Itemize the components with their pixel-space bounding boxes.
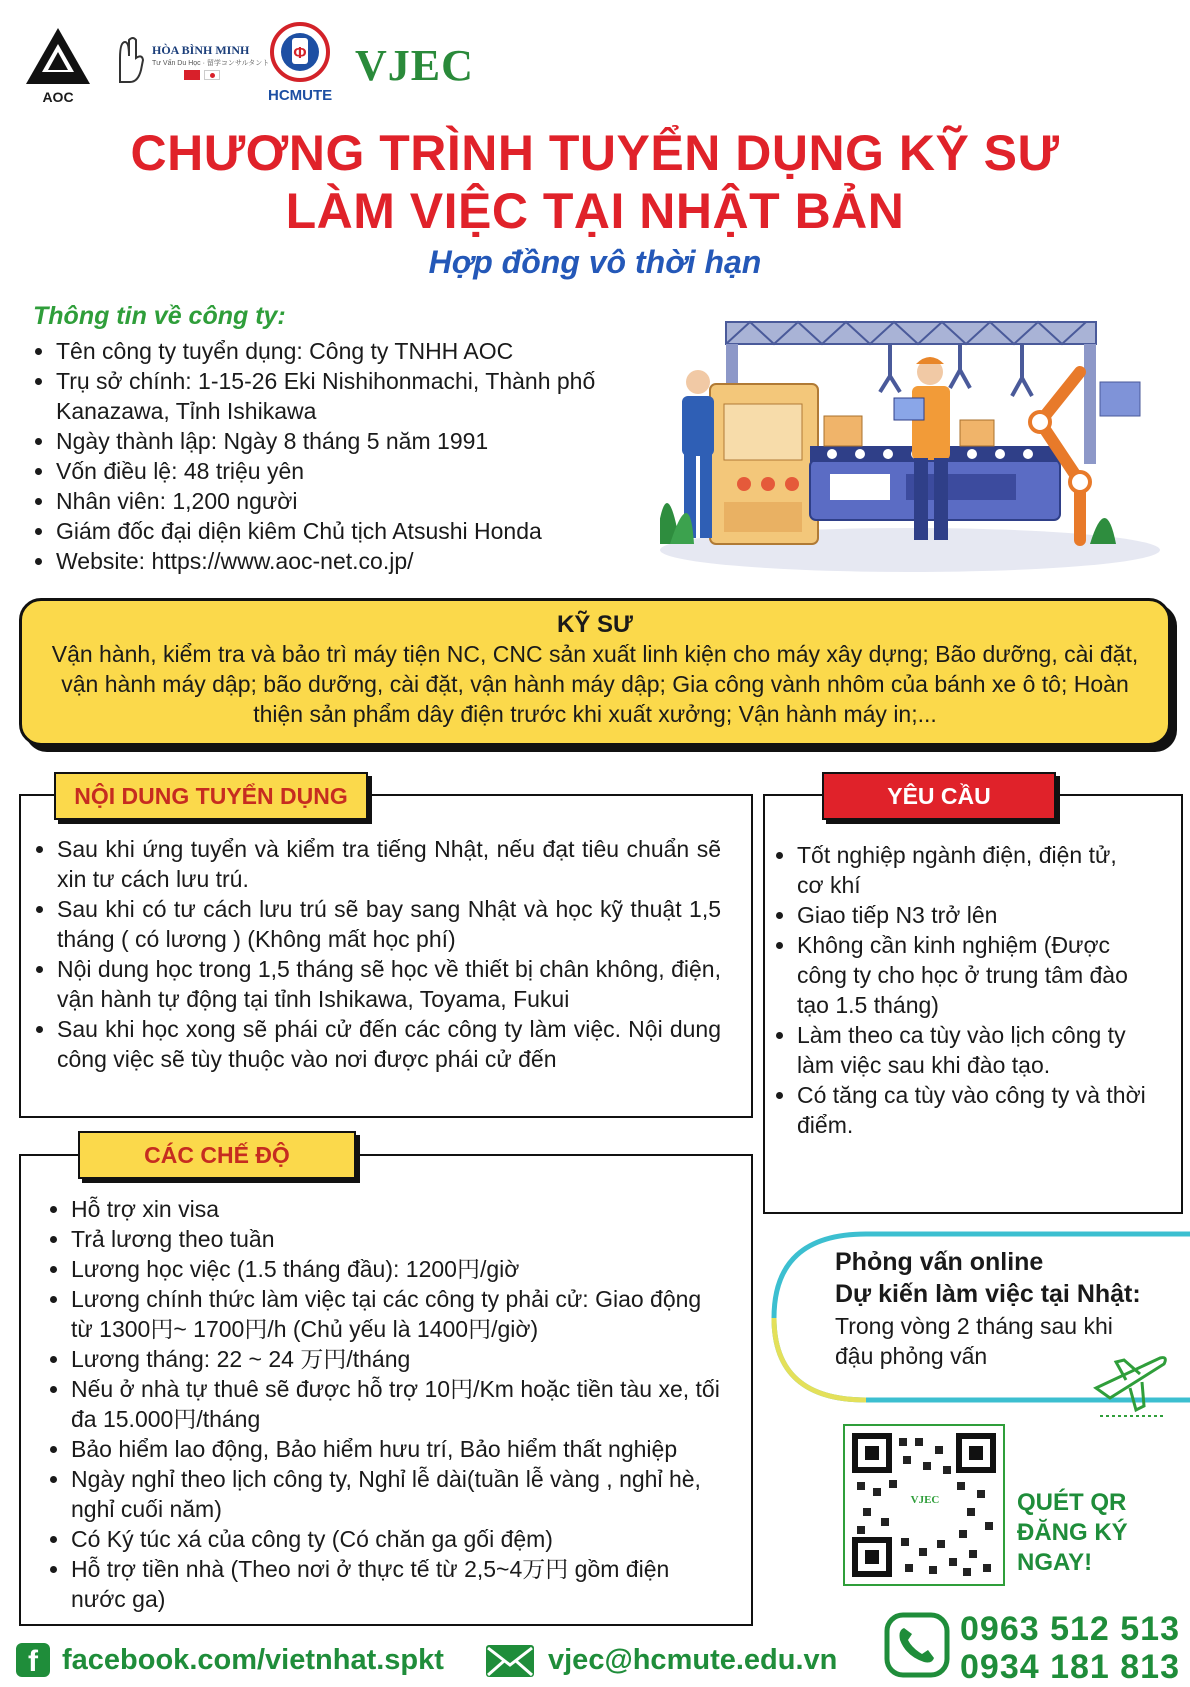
list-item: • Giám đốc đại diện kiêm Chủ tịch Atsushi Honda [56, 516, 656, 546]
vietnam-flag-icon [184, 70, 200, 80]
svg-text:Φ: Φ [293, 45, 307, 62]
japan-flag-icon [204, 70, 220, 80]
interview-start-heading: Dự kiến làm việc tại Nhật: [835, 1280, 1141, 1308]
list-item: • Ngày nghỉ theo lịch công ty, Nghỉ lễ dài(tuần lễ vàng , nghỉ hè, nghỉ cuối năm) [71, 1464, 721, 1524]
list-item: • Giao tiếp N3 trở lên [797, 900, 1147, 930]
page-title-line1: CHƯƠNG TRÌNH TUYỂN DỤNG KỸ SƯ [130, 125, 1060, 181]
benefits-panel [19, 1154, 753, 1626]
company-info-list [30, 336, 656, 576]
recruitment-panel [19, 794, 753, 1118]
list-item: • Tốt nghiệp ngành điện, điện tử, cơ khí [797, 840, 1147, 900]
hand-icon [112, 36, 146, 84]
list-item: • Sau khi có tư cách lưu trú sẽ bay sang Nhật và học kỹ thuật 1,5 tháng ( có lương ) (Không mất học phí) [57, 894, 721, 954]
facebook-link[interactable]: facebook.com/vietnhat.spkt [62, 1644, 444, 1676]
hcmute-text: HCMUTE [268, 87, 333, 104]
factory-illustration [660, 312, 1170, 574]
list-item: • Nếu ở nhà tự thuê sẽ được hỗ trợ 10円/Km hoặc tiền tàu xe, tối đa 15.000円/tháng [71, 1374, 721, 1434]
list-item: • Tên công ty tuyển dụng: Công ty TNHH AOC [56, 336, 656, 366]
list-item: • Có Ký túc xá của công ty (Có chăn ga gối đệm) [71, 1524, 721, 1554]
engineer-box [19, 598, 1171, 746]
list-item: • Hỗ trợ tiền nhà (Theo nơi ở thực tế từ 2,5~4万円 gồm điện nước ga) [71, 1554, 721, 1614]
list-item: • Lương chính thức làm việc tại các công ty phải cử: Giao động từ 1300円~ 1700円/h (Chủ yếu là 1400円/giờ) [71, 1284, 721, 1344]
list-item: • Trả lương theo tuần [71, 1224, 721, 1254]
requirements-panel [763, 794, 1183, 1214]
list-item: • Làm theo ca tùy vào lịch công ty làm việc sau khi đào tạo. [797, 1020, 1147, 1080]
qr-cta-line2: ĐĂNG KÝ [1017, 1519, 1128, 1546]
list-item: • Không cần kinh nghiệm (Được công ty cho học ở trung tâm đào tạo 1.5 tháng) [797, 930, 1147, 1020]
engineer-title: KỸ SƯ [557, 611, 633, 638]
list-item: • Sau khi ứng tuyển và kiểm tra tiếng Nhật, nếu đạt tiêu chuẩn sẽ xin tư cách lưu trú. [57, 834, 721, 894]
interview-start-detail: Trong vòng 2 tháng sau khi đậu phỏng vấn [835, 1313, 1113, 1369]
list-item: • Có tăng ca tùy vào công ty và thời điểm. [797, 1080, 1147, 1140]
list-item: • Trụ sở chính: 1-15-26 Eki Nishihonmachi, Thành phố Kanazawa, Tỉnh Ishikawa [56, 366, 656, 426]
recruitment-label: NỘI DUNG TUYỂN DỤNG [54, 772, 368, 820]
list-item: • Sau khi học xong sẽ phái cử đến các công ty làm việc. Nội dung công việc sẽ tùy thuộc vào nơi được phái cử đến [57, 1014, 721, 1074]
list-item: • Ngày thành lập: Ngày 8 tháng 5 năm 1991 [56, 426, 656, 456]
list-item: • Lương học việc (1.5 tháng đầu): 1200円/giờ [71, 1254, 721, 1284]
hoa-binh-minh-logo [112, 36, 270, 86]
hcmute-emblem-icon [268, 22, 332, 84]
company-info-heading: Thông tin về công ty: [33, 302, 286, 330]
requirements-list [765, 840, 1147, 1140]
phone-icon [884, 1612, 950, 1678]
airplane-icon [1090, 1348, 1170, 1420]
facebook-icon: f [16, 1643, 50, 1677]
list-item: • Bảo hiểm lao động, Bảo hiểm hưu trí, Bảo hiểm thất nghiệp [71, 1434, 721, 1464]
qr-cta-line1: QUÉT QR [1017, 1489, 1127, 1516]
page-title-line2: LÀM VIỆC TẠI NHẬT BẢN [285, 183, 905, 239]
list-item: • Website: https://www.aoc-net.co.jp/ [56, 546, 656, 576]
list-item: • Vốn điều lệ: 48 triệu yên [56, 456, 656, 486]
hbm-title: HÒA BÌNH MINH [152, 43, 250, 57]
interview-online: Phỏng vấn online [835, 1248, 1044, 1276]
recruitment-list [21, 834, 721, 1074]
aoc-logo [24, 26, 92, 105]
list-item: • Nhân viên: 1,200 người [56, 486, 656, 516]
benefits-list [21, 1194, 721, 1614]
email-icon [484, 1643, 536, 1679]
aoc-mountain-icon [24, 26, 92, 86]
list-item: • Lương tháng: 22 ~ 24 万円/tháng [71, 1344, 721, 1374]
phone-number-2[interactable]: 0934 181 813 [960, 1648, 1180, 1686]
qr-cta-line3: NGAY! [1017, 1549, 1093, 1576]
qr-cta [1017, 1488, 1128, 1578]
list-item: • Hỗ trợ xin visa [71, 1194, 721, 1224]
benefits-label: CÁC CHẾ ĐỘ [78, 1131, 356, 1179]
qr-center-label: VJEC [910, 1494, 940, 1506]
page-subtitle: Hợp đồng vô thời hạn [428, 244, 762, 280]
phone-number-1[interactable]: 0963 512 513 [960, 1610, 1180, 1648]
email-link[interactable]: vjec@hcmute.edu.vn [548, 1644, 838, 1676]
qr-code[interactable] [843, 1424, 1005, 1586]
hbm-subtitle: Tư Vấn Du Học · 留学コンサルタント [152, 60, 270, 67]
hcmute-logo [268, 22, 332, 102]
list-item: • Nội dung học trong 1,5 tháng sẽ học về thiết bị chân không, điện, vận hành tự động tại tỉnh Ishikawa, Toyama, Fukui [57, 954, 721, 1014]
vjec-logo: VJEC [355, 41, 474, 90]
engineer-description: Vận hành, kiểm tra và bảo trì máy tiện NC, CNC sản xuất linh kiện cho máy xây dựng; Bão dưỡng, cài đặt, vận hành máy dập; bão dưỡng, cài đặt, vận hành máy dập; Gia công vành nhôm của bánh xe ô tô; Hoàn thiện sản phẩm dây điện trước khi xuất xưởng; Vận hành máy in;... [51, 641, 1139, 727]
aoc-logo-text: AOC [42, 89, 74, 105]
requirements-label: YÊU CẦU [822, 772, 1056, 820]
